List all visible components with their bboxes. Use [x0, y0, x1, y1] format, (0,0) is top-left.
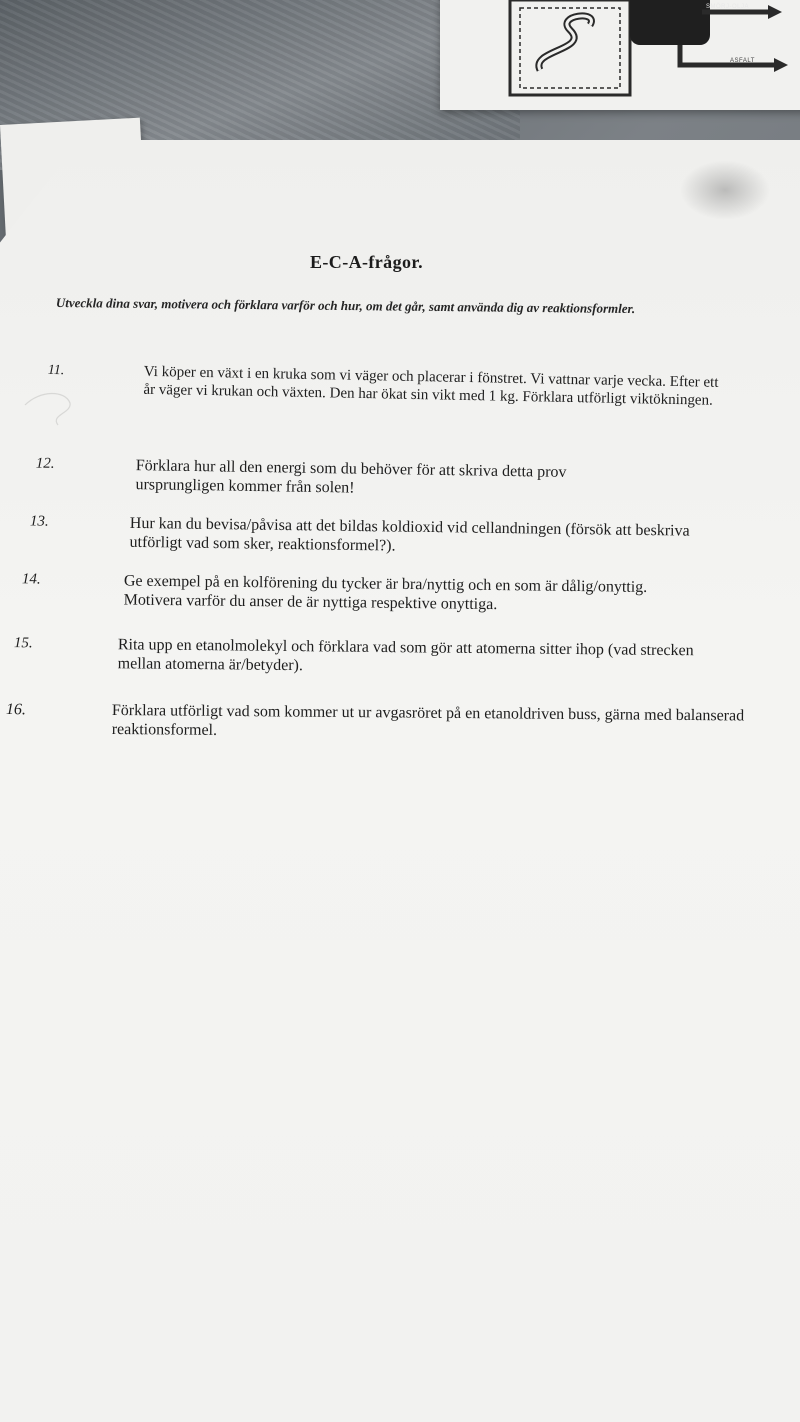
- instructions-text: Utveckla dina svar, motivera och förklara varför och hur, om det går, samt använda dig av reaktionsformler.: [55, 295, 636, 317]
- question-number: 11.: [47, 362, 65, 379]
- diagram-pipe: [539, 16, 592, 70]
- question-text: Rita upp en etanolmolekyl och förklara vad som gör att atomerna sitter ihop (vad strecken mellan atomerna är/betyder).: [117, 636, 694, 675]
- question-number: 12.: [35, 455, 55, 472]
- pencil-stroke: [25, 393, 70, 425]
- distillation-diagram: [440, 0, 800, 110]
- question-text: Förklara hur all den energi som du behöver för att skriva detta prov ursprungligen kommer från solen!: [135, 457, 567, 497]
- question-number: 15.: [13, 635, 33, 652]
- exam-sheet: [0, 140, 800, 1422]
- paper-shadow: [680, 160, 770, 220]
- diagram-arrowhead-lower: [774, 58, 788, 72]
- question-number: 13.: [29, 513, 49, 530]
- diagram-tank: [630, 0, 710, 45]
- page-title: E-C-A-frågor.: [310, 252, 424, 272]
- pencil-scribble: [20, 385, 80, 435]
- question-text: Förklara utförligt vad som kommer ut ur avgasröret på en etanoldriven buss, gärna med balanserad reaktionsformel.: [111, 701, 745, 739]
- diagram-arrow-lower: [680, 45, 775, 65]
- question-text: Vi köper en växt i en kruka som vi väger och placerar i fönstret. Vi vattnar varje vecka. Efter ett år väger vi krukan och växten. Den har ökat sin vikt med 1 kg. Förklara utförligt viktökningen.: [143, 363, 719, 409]
- background-diagram-sheet: [440, 0, 800, 110]
- diagram-label-asphalt: ASFALT: [730, 58, 755, 64]
- diagram-label-oil: SMÖRJ-OLJA: [706, 4, 750, 10]
- diagram-arrowhead-upper: [768, 5, 782, 19]
- question-text: Hur kan du bevisa/påvisa att det bildas koldioxid vid cellandningen (försök att beskriva utförligt vad som sker, reaktionsformel?).: [129, 514, 690, 555]
- question-text: Ge exempel på en kolförening du tycker är bra/nyttig och en som är dålig/onyttig. Motivera varför du anser de är nyttiga respektive onyttiga.: [123, 572, 648, 614]
- question-number: 14.: [21, 571, 41, 588]
- question-number: 16.: [5, 701, 26, 719]
